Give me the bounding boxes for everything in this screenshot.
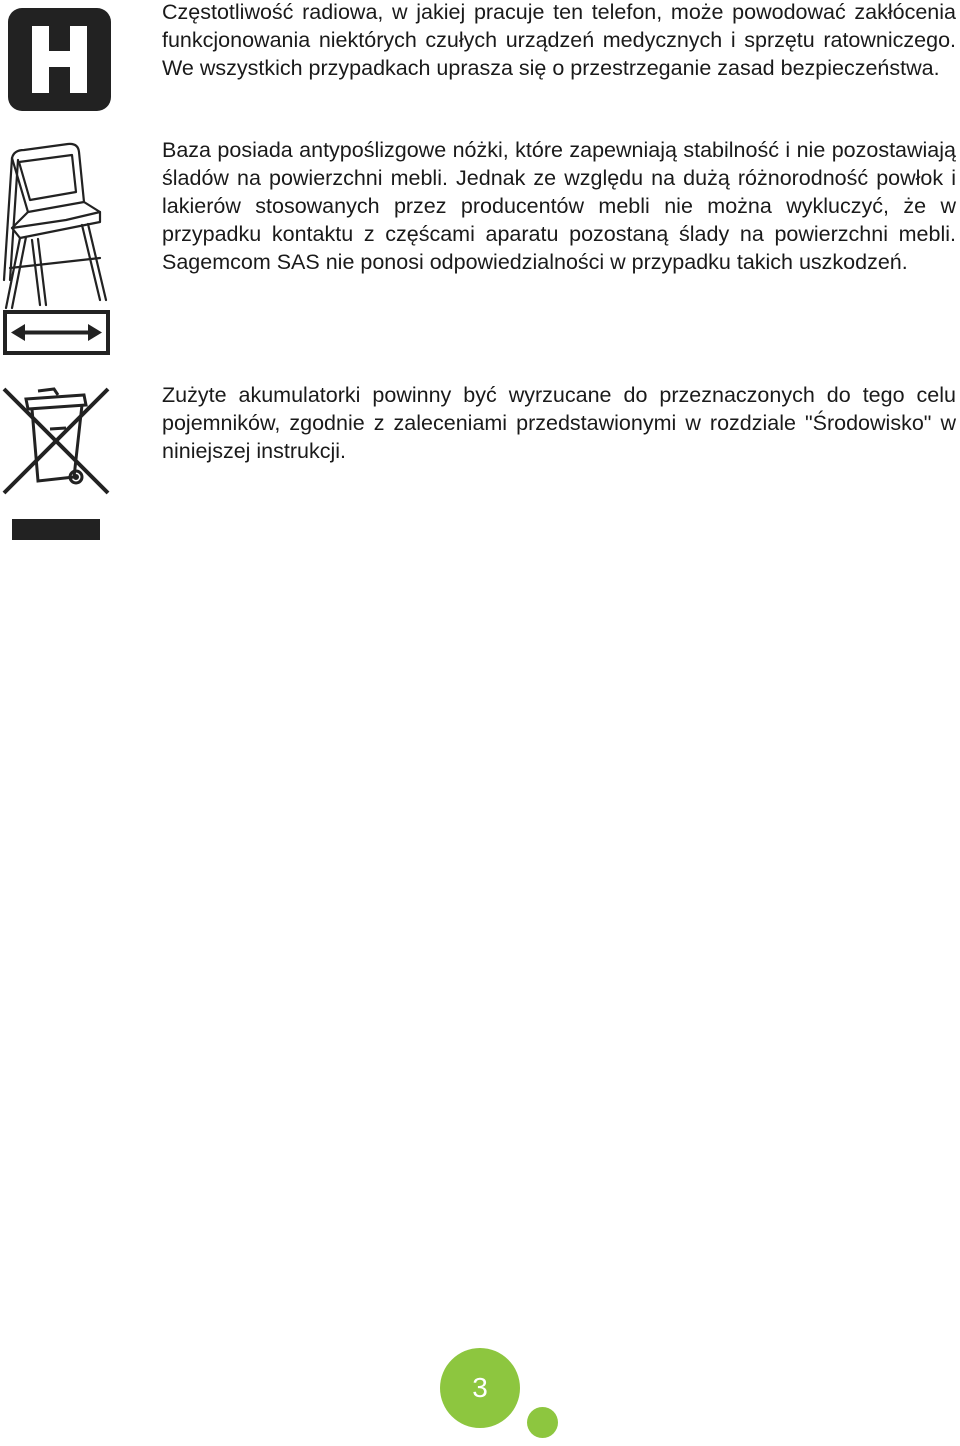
hospital-warning-text: Częstotliwość radiowa, w jakiej pracuje ten telefon, może powodować zakłócenia funkcjonowania niektórych czułych urządzeń medycznych i sprzętu ratowniczego. We wszystkich przypadkach uprasza się o przestrzeganie zasad bezpieczeństwa. bbox=[162, 0, 956, 80]
chair-icon bbox=[2, 140, 112, 310]
battery-disposal-text: Zużyte akumulatorki powinny być wyrzucane do przeznaczonych do tego celu pojemników, zgodnie z zaleceniami przedstawionymi w rozdziale "Środowisko" w niniejszej instrukcji. bbox=[162, 383, 956, 463]
page-number: 3 bbox=[440, 1348, 520, 1428]
page-number-dot bbox=[527, 1407, 558, 1438]
horizontal-arrow-icon bbox=[3, 310, 110, 355]
crossed-bin-icon bbox=[2, 385, 110, 545]
hospital-icon bbox=[8, 8, 111, 111]
furniture-warning-text: Baza posiada antypoślizgowe nóżki, które zapewniają stabilność i nie pozostawiają śladów na powierzchni mebli. Jednak ze względu na dużą różnorodność powłok i lakierów stosowanych przez producentów mebli nie można wykluczyć, że w przypadku kontaktu z częścami aparatu pozostaną ślady na powierzchni mebli. Sagemcom SAS nie ponosi odpowiedzialności w przypadku takich uszkodzeń. bbox=[162, 138, 956, 274]
